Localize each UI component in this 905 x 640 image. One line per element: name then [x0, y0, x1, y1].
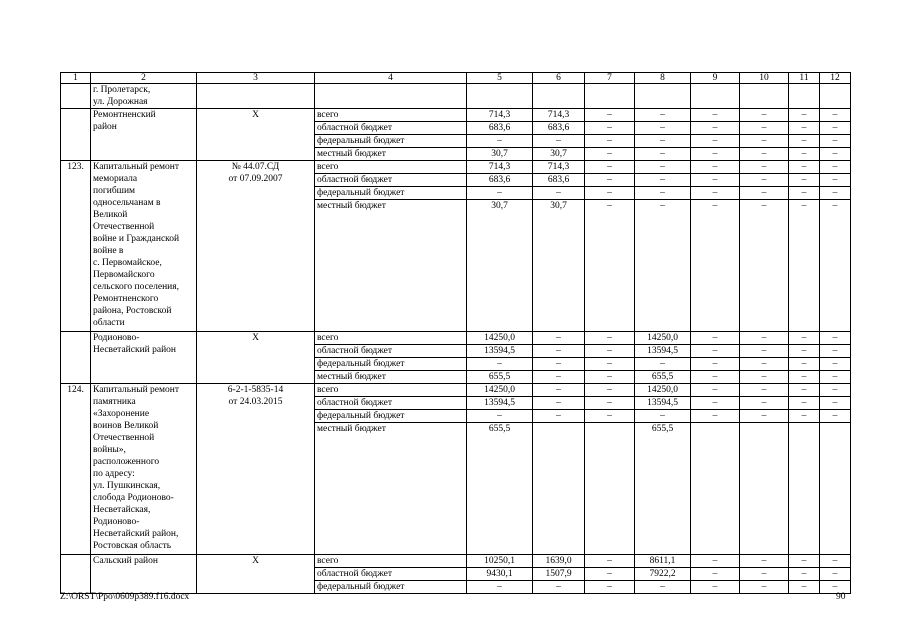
object-name: Родионово- Несветайский район: [91, 332, 197, 384]
funding-source-label: всего: [315, 332, 467, 345]
amount-cell: –: [789, 555, 820, 568]
amount-cell: –: [789, 397, 820, 410]
amount-cell: –: [691, 345, 740, 358]
amount-cell: –: [789, 148, 820, 161]
object-name: г. Пролетарск, ул. Дорожная: [91, 84, 197, 109]
amount-cell: –: [820, 122, 851, 135]
amount-cell: 1507,9: [533, 568, 585, 581]
amount-cell: –: [585, 135, 635, 148]
amount-cell: –: [467, 410, 533, 423]
amount-cell: –: [585, 581, 635, 594]
amount-cell: [635, 84, 691, 109]
amount-cell: –: [691, 187, 740, 200]
amount-cell: –: [467, 358, 533, 371]
amount-cell: –: [691, 161, 740, 174]
amount-cell: –: [533, 332, 585, 345]
amount-cell: –: [740, 161, 789, 174]
amount-cell: –: [789, 332, 820, 345]
amount-cell: [467, 84, 533, 109]
funding-source-label: федеральный бюджет: [315, 135, 467, 148]
amount-cell: –: [691, 410, 740, 423]
funding-source-label: [315, 84, 467, 109]
amount-cell: –: [789, 345, 820, 358]
amount-cell: –: [533, 371, 585, 384]
amount-cell: –: [789, 109, 820, 122]
amount-cell: [740, 423, 789, 555]
funding-source-label: областной бюджет: [315, 568, 467, 581]
funding-source-label: федеральный бюджет: [315, 581, 467, 594]
amount-cell: –: [820, 358, 851, 371]
item-number: [61, 555, 91, 594]
object-name: Ремонтненский район: [91, 109, 197, 161]
funding-source-label: областной бюджет: [315, 345, 467, 358]
amount-cell: –: [691, 200, 740, 332]
amount-cell: 7922,2: [635, 568, 691, 581]
amount-cell: –: [635, 109, 691, 122]
header-cell: 9: [691, 73, 740, 84]
amount-cell: [789, 423, 820, 555]
amount-cell: 655,5: [467, 423, 533, 555]
amount-cell: –: [820, 174, 851, 187]
table-row: [61, 161, 851, 174]
amount-cell: –: [740, 174, 789, 187]
object-name: Сальский район: [91, 555, 197, 594]
header-cell: 11: [789, 73, 820, 84]
header-cell: 4: [315, 73, 467, 84]
funding-source-label: всего: [315, 161, 467, 174]
header-row: [61, 73, 851, 84]
amount-cell: 13594,5: [635, 345, 691, 358]
object-name: Капитальный ремонт памятника «Захоронение воинов Великой Отечественной войны», расположенного по адресу: ул. Пушкинская, слобода Родионово- Несветайская, Родионово- Несветайский район, Ростовская область: [91, 384, 197, 555]
document-ref: № 44.07.СД от 07.09.2007: [197, 161, 315, 332]
amount-cell: –: [789, 174, 820, 187]
amount-cell: –: [585, 148, 635, 161]
amount-cell: –: [635, 174, 691, 187]
amount-cell: 10250,1: [467, 555, 533, 568]
amount-cell: –: [820, 397, 851, 410]
amount-cell: –: [635, 581, 691, 594]
amount-cell: –: [820, 187, 851, 200]
amount-cell: –: [585, 332, 635, 345]
amount-cell: –: [533, 410, 585, 423]
header-cell: 8: [635, 73, 691, 84]
amount-cell: [740, 84, 789, 109]
amount-cell: –: [467, 187, 533, 200]
table-row: [61, 332, 851, 345]
amount-cell: –: [740, 568, 789, 581]
funding-source-label: областной бюджет: [315, 174, 467, 187]
table-row: [61, 84, 851, 109]
header-cell: 2: [91, 73, 197, 84]
amount-cell: 683,6: [467, 122, 533, 135]
amount-cell: –: [789, 122, 820, 135]
amount-cell: –: [691, 397, 740, 410]
amount-cell: –: [740, 200, 789, 332]
table-row: [61, 384, 851, 397]
document-ref: X: [197, 332, 315, 384]
amount-cell: 714,3: [467, 161, 533, 174]
amount-cell: –: [789, 358, 820, 371]
amount-cell: [533, 423, 585, 555]
amount-cell: 14250,0: [635, 332, 691, 345]
amount-cell: 655,5: [467, 371, 533, 384]
amount-cell: –: [820, 332, 851, 345]
amount-cell: –: [740, 187, 789, 200]
amount-cell: –: [635, 410, 691, 423]
amount-cell: –: [740, 555, 789, 568]
amount-cell: –: [585, 200, 635, 332]
amount-cell: –: [691, 581, 740, 594]
amount-cell: –: [533, 135, 585, 148]
amount-cell: –: [585, 187, 635, 200]
item-number: [61, 332, 91, 384]
amount-cell: 655,5: [635, 371, 691, 384]
amount-cell: –: [635, 148, 691, 161]
amount-cell: [691, 84, 740, 109]
funding-source-label: местный бюджет: [315, 371, 467, 384]
document-ref: X: [197, 555, 315, 594]
amount-cell: –: [691, 122, 740, 135]
amount-cell: –: [820, 161, 851, 174]
amount-cell: –: [789, 187, 820, 200]
amount-cell: 655,5: [635, 423, 691, 555]
amount-cell: –: [789, 200, 820, 332]
funding-source-label: федеральный бюджет: [315, 187, 467, 200]
amount-cell: –: [585, 358, 635, 371]
amount-cell: 30,7: [533, 200, 585, 332]
item-number: 124.: [61, 384, 91, 555]
amount-cell: –: [585, 371, 635, 384]
amount-cell: 8611,1: [635, 555, 691, 568]
amount-cell: –: [635, 200, 691, 332]
amount-cell: –: [533, 397, 585, 410]
amount-cell: –: [789, 410, 820, 423]
amount-cell: –: [585, 384, 635, 397]
amount-cell: –: [635, 187, 691, 200]
amount-cell: 1639,0: [533, 555, 585, 568]
amount-cell: –: [691, 135, 740, 148]
amount-cell: –: [691, 174, 740, 187]
amount-cell: –: [740, 109, 789, 122]
budget-table: [60, 72, 851, 594]
amount-cell: –: [820, 581, 851, 594]
amount-cell: –: [585, 555, 635, 568]
amount-cell: 30,7: [467, 148, 533, 161]
amount-cell: –: [635, 122, 691, 135]
funding-source-label: местный бюджет: [315, 200, 467, 332]
amount-cell: –: [740, 122, 789, 135]
amount-cell: –: [585, 161, 635, 174]
amount-cell: –: [585, 410, 635, 423]
document-ref: [197, 84, 315, 109]
amount-cell: [691, 423, 740, 555]
amount-cell: 14250,0: [635, 384, 691, 397]
item-number: [61, 109, 91, 161]
amount-cell: –: [820, 555, 851, 568]
amount-cell: –: [820, 148, 851, 161]
amount-cell: –: [635, 135, 691, 148]
amount-cell: 714,3: [533, 109, 585, 122]
table-row: [61, 109, 851, 122]
amount-cell: –: [533, 358, 585, 371]
amount-cell: –: [691, 555, 740, 568]
amount-cell: –: [635, 358, 691, 371]
amount-cell: 13594,5: [467, 397, 533, 410]
amount-cell: –: [789, 371, 820, 384]
amount-cell: 13594,5: [467, 345, 533, 358]
funding-source-label: областной бюджет: [315, 122, 467, 135]
funding-source-label: местный бюджет: [315, 423, 467, 555]
amount-cell: –: [740, 358, 789, 371]
amount-cell: –: [585, 174, 635, 187]
amount-cell: –: [820, 109, 851, 122]
amount-cell: –: [820, 135, 851, 148]
amount-cell: [533, 84, 585, 109]
amount-cell: –: [691, 358, 740, 371]
amount-cell: –: [585, 122, 635, 135]
funding-source-label: всего: [315, 384, 467, 397]
amount-cell: 683,6: [533, 122, 585, 135]
amount-cell: 14250,0: [467, 332, 533, 345]
amount-cell: [789, 84, 820, 109]
amount-cell: 14250,0: [467, 384, 533, 397]
header-cell: 7: [585, 73, 635, 84]
amount-cell: –: [533, 384, 585, 397]
header-cell: 10: [740, 73, 789, 84]
footer-file-path: Z:\ORST\Ppo\0609p389.f16.docx: [60, 592, 190, 602]
amount-cell: [820, 423, 851, 555]
amount-cell: –: [691, 371, 740, 384]
funding-source-label: местный бюджет: [315, 148, 467, 161]
amount-cell: –: [789, 568, 820, 581]
amount-cell: –: [820, 371, 851, 384]
amount-cell: 714,3: [533, 161, 585, 174]
amount-cell: –: [740, 345, 789, 358]
amount-cell: –: [820, 384, 851, 397]
footer-page-number: 90: [836, 592, 846, 602]
amount-cell: –: [740, 397, 789, 410]
amount-cell: 13594,5: [635, 397, 691, 410]
header-cell: 3: [197, 73, 315, 84]
amount-cell: –: [740, 371, 789, 384]
amount-cell: –: [585, 109, 635, 122]
amount-cell: –: [585, 397, 635, 410]
header-cell: 1: [61, 73, 91, 84]
amount-cell: [820, 84, 851, 109]
amount-cell: –: [467, 581, 533, 594]
item-number: [61, 84, 91, 109]
amount-cell: –: [635, 161, 691, 174]
amount-cell: –: [789, 581, 820, 594]
amount-cell: [585, 423, 635, 555]
amount-cell: –: [533, 345, 585, 358]
amount-cell: –: [691, 109, 740, 122]
amount-cell: –: [789, 384, 820, 397]
item-number: 123.: [61, 161, 91, 332]
amount-cell: –: [533, 187, 585, 200]
document-ref: 6-2-1-5835-14 от 24.03.2015: [197, 384, 315, 555]
funding-source-label: федеральный бюджет: [315, 358, 467, 371]
amount-cell: –: [691, 332, 740, 345]
amount-cell: 683,6: [467, 174, 533, 187]
amount-cell: –: [820, 410, 851, 423]
header-cell: 5: [467, 73, 533, 84]
amount-cell: –: [740, 581, 789, 594]
document-ref: X: [197, 109, 315, 161]
amount-cell: 714,3: [467, 109, 533, 122]
amount-cell: –: [740, 410, 789, 423]
amount-cell: 9430,1: [467, 568, 533, 581]
amount-cell: –: [820, 568, 851, 581]
funding-source-label: всего: [315, 555, 467, 568]
amount-cell: –: [740, 148, 789, 161]
amount-cell: –: [691, 568, 740, 581]
amount-cell: –: [740, 135, 789, 148]
amount-cell: –: [740, 332, 789, 345]
amount-cell: –: [740, 384, 789, 397]
object-name: Капитальный ремонт мемориала погибшим односельчанам в Великой Отечественной войне и Гражданской войне в с. Первомайское, Первомайского сельского поселения, Ремонтненского района, Ростовской области: [91, 161, 197, 332]
amount-cell: [585, 84, 635, 109]
amount-cell: –: [789, 135, 820, 148]
amount-cell: 683,6: [533, 174, 585, 187]
table-row: [61, 555, 851, 568]
amount-cell: 30,7: [533, 148, 585, 161]
amount-cell: –: [691, 384, 740, 397]
funding-source-label: областной бюджет: [315, 397, 467, 410]
header-cell: 6: [533, 73, 585, 84]
funding-source-label: всего: [315, 109, 467, 122]
amount-cell: –: [533, 581, 585, 594]
header-cell: 12: [820, 73, 851, 84]
amount-cell: –: [585, 345, 635, 358]
amount-cell: –: [789, 161, 820, 174]
amount-cell: –: [585, 568, 635, 581]
funding-source-label: федеральный бюджет: [315, 410, 467, 423]
amount-cell: –: [820, 200, 851, 332]
amount-cell: –: [467, 135, 533, 148]
amount-cell: 30,7: [467, 200, 533, 332]
amount-cell: –: [820, 345, 851, 358]
amount-cell: –: [691, 148, 740, 161]
